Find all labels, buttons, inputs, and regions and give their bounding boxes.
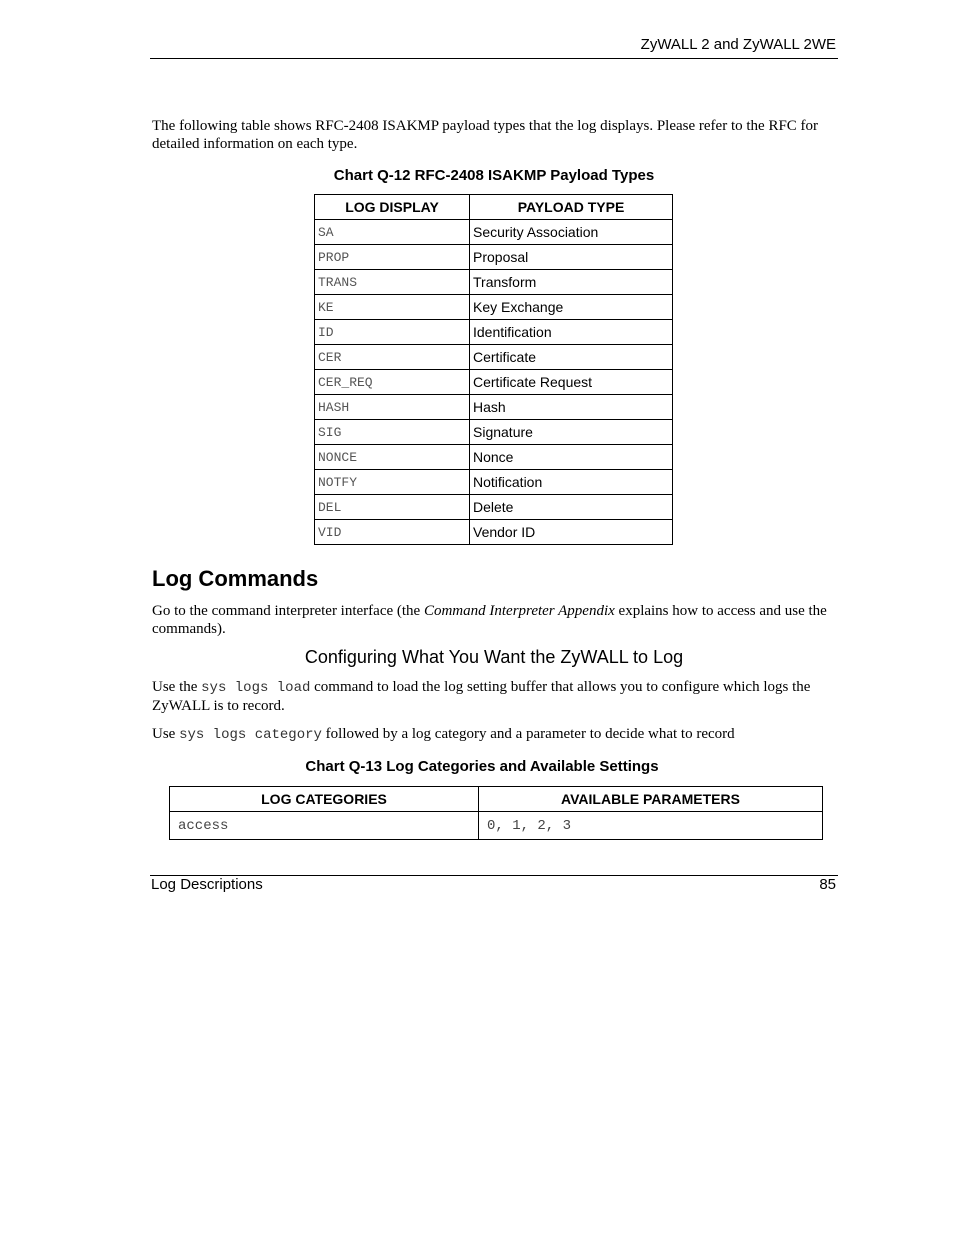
log-display-cell: NONCE	[315, 445, 470, 470]
column-header-log-categories: LOG CATEGORIES	[170, 787, 479, 812]
log-display-cell: DEL	[315, 495, 470, 520]
payload-type-cell: Security Association	[470, 220, 673, 245]
table-row	[315, 370, 673, 395]
text-span: Use the	[152, 679, 202, 695]
payload-type-cell: Delete	[470, 495, 673, 520]
log-commands-paragraph	[152, 602, 836, 638]
table-row	[315, 270, 673, 295]
table-row	[315, 445, 673, 470]
column-header-log-display: LOG DISPLAY	[315, 195, 470, 220]
table-row	[315, 495, 673, 520]
log-category-cell: access	[170, 812, 479, 840]
text-span: explains how to access and use the commands).	[152, 603, 827, 637]
log-display-cell: SA	[315, 220, 470, 245]
payload-type-cell: Transform	[470, 270, 673, 295]
command-code: sys logs load	[201, 680, 311, 696]
sys-logs-load-paragraph	[152, 678, 836, 715]
text-span: Go to the command interpreter interface (the	[152, 603, 424, 619]
table-header-row	[315, 195, 673, 220]
configuring-subheading: Configuring What You Want the ZyWALL to Log	[304, 647, 684, 667]
payload-type-cell: Certificate Request	[470, 370, 673, 395]
table-row	[315, 395, 673, 420]
log-display-cell: TRANS	[315, 270, 470, 295]
footer-section-title: Log Descriptions	[151, 876, 263, 893]
log-display-cell: HASH	[315, 395, 470, 420]
page-footer	[150, 875, 838, 896]
intro-paragraph: The following table shows RFC-2408 ISAKMP payload types that the log displays. Please refer to the RFC for detailed information on each type.	[152, 118, 819, 152]
table-row	[315, 520, 673, 545]
table-row	[315, 295, 673, 320]
text-span: Use	[152, 726, 180, 742]
chart-q12-caption: Chart Q-12 RFC-2408 ISAKMP Payload Types	[333, 167, 655, 184]
log-display-cell: SIG	[315, 420, 470, 445]
log-display-cell: NOTFY	[315, 470, 470, 495]
payload-type-cell: Nonce	[470, 445, 673, 470]
log-display-cell: ID	[315, 320, 470, 345]
page-number: 85	[819, 876, 836, 893]
table-row	[315, 470, 673, 495]
log-display-cell: CER	[315, 345, 470, 370]
payload-type-cell: Proposal	[470, 245, 673, 270]
column-header-available-parameters: AVAILABLE PARAMETERS	[479, 787, 823, 812]
payload-types-table	[314, 194, 673, 545]
text-span: followed by a log category and a parameter to decide what to record	[321, 726, 735, 742]
log-categories-table	[169, 786, 823, 840]
log-display-cell: PROP	[315, 245, 470, 270]
log-display-cell: VID	[315, 520, 470, 545]
payload-type-cell: Vendor ID	[470, 520, 673, 545]
sys-logs-category-paragraph	[152, 725, 836, 744]
table-row	[315, 320, 673, 345]
payload-type-cell: Signature	[470, 420, 673, 445]
table-header-row	[170, 787, 823, 812]
payload-type-cell: Certificate	[470, 345, 673, 370]
available-parameters-cell: 0, 1, 2, 3	[479, 812, 823, 840]
log-display-cell: KE	[315, 295, 470, 320]
column-header-payload-type: PAYLOAD TYPE	[470, 195, 673, 220]
header-title: ZyWALL 2 and ZyWALL 2WE	[640, 36, 836, 53]
page-header	[150, 36, 838, 59]
payload-type-cell: Key Exchange	[470, 295, 673, 320]
command-code: sys logs category	[179, 727, 322, 743]
table-row	[315, 220, 673, 245]
table-row	[315, 420, 673, 445]
table-row	[315, 345, 673, 370]
payload-type-cell: Hash	[470, 395, 673, 420]
table-row	[170, 812, 823, 840]
log-display-cell: CER_REQ	[315, 370, 470, 395]
table-row	[315, 245, 673, 270]
appendix-reference: Command Interpreter Appendix	[423, 603, 615, 619]
chart-q13-caption: Chart Q-13 Log Categories and Available Settings	[305, 758, 659, 775]
payload-type-cell: Identification	[470, 320, 673, 345]
log-commands-heading: Log Commands	[152, 566, 319, 591]
text-span: command to load the log setting buffer that allows you to configure which logs the ZyWALL is to record.	[152, 679, 811, 714]
payload-type-cell: Notification	[470, 470, 673, 495]
